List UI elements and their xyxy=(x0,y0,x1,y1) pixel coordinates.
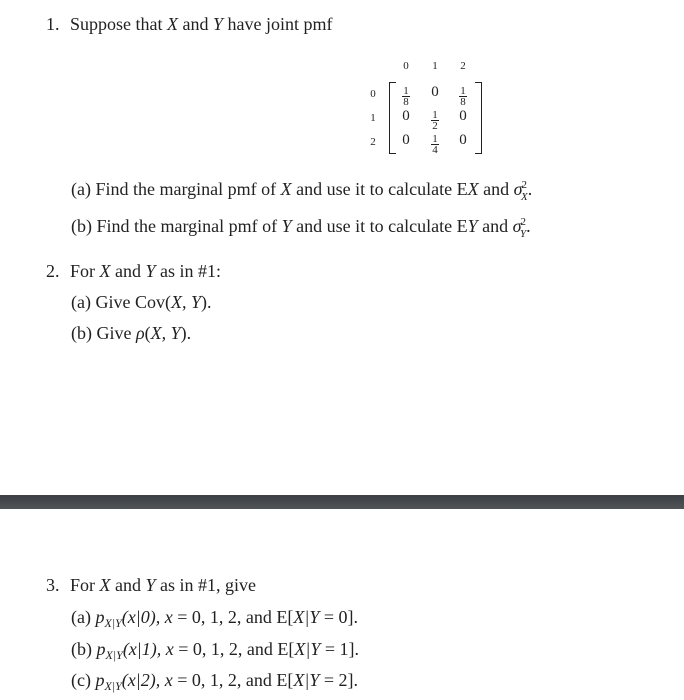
prompt-text: have joint pmf xyxy=(223,14,333,34)
part-label: (b) xyxy=(71,639,92,659)
matrix-cell-2-2: 0 xyxy=(459,132,467,148)
matrix-cell-0-1: 0 xyxy=(431,84,439,100)
right-bracket xyxy=(475,82,482,154)
var-y: Y xyxy=(213,14,224,34)
question-2-prompt: 2. For X and Y as in #1: xyxy=(46,261,222,281)
col-label: 2 xyxy=(460,60,466,72)
question-number: 3. xyxy=(46,575,60,595)
col-label: 0 xyxy=(403,60,409,72)
var-x: X xyxy=(167,14,178,34)
question-2a: (a) Give Cov(X, Y). xyxy=(71,292,212,312)
question-number: 1. xyxy=(46,14,60,34)
part-label: (a) xyxy=(71,179,91,199)
matrix-cell-0-0: $\frac{1}{8}$ xyxy=(403,85,409,108)
question-3c: (c) $p_{X|Y}(x|2)$, x = 0, 1, 2, and E[X|Y = 2]. xyxy=(71,670,358,693)
row-label: 1 xyxy=(370,112,376,124)
matrix-cell-1-2: 0 xyxy=(459,108,467,124)
question-3-prompt: 3. For X and Y as in #1, give xyxy=(46,575,257,595)
row-label: 2 xyxy=(370,136,376,148)
question-1a: (a) Find the marginal pmf of X and use it to calculate EX and $\sigma^2_X$. xyxy=(71,179,533,203)
question-number: 2. xyxy=(46,261,60,281)
part-label: (a) xyxy=(71,607,91,627)
question-1b: (b) Find the marginal pmf of Y and use it to calculate EY and $\sigma^2_Y$. xyxy=(71,216,531,240)
matrix-cell-2-0: 0 xyxy=(402,132,410,148)
page-divider xyxy=(0,495,684,509)
part-label: (a) xyxy=(71,292,91,312)
matrix-cell-1-0: 0 xyxy=(402,108,410,124)
matrix-cell-1-1: $\frac{1}{2}$ xyxy=(432,109,438,132)
question-3b: (b) $p_{X|Y}(x|1)$, x = 0, 1, 2, and E[X|Y = 1]. xyxy=(71,639,360,662)
prompt-text: and xyxy=(178,14,213,34)
question-2b: (b) Give ρ(X, Y). xyxy=(71,323,192,343)
joint-pmf-matrix xyxy=(362,60,492,160)
part-label: (c) xyxy=(71,670,91,690)
question-1-prompt xyxy=(46,14,333,35)
prompt-text: Suppose that xyxy=(70,14,167,34)
row-label: 0 xyxy=(370,88,376,100)
matrix-cell-2-1: $\frac{1}{4}$ xyxy=(432,133,438,156)
col-label: 1 xyxy=(432,60,438,72)
question-3a: (a) $p_{X|Y}(x|0)$, x = 0, 1, 2, and E[X|Y = 0]. xyxy=(71,607,358,630)
left-bracket xyxy=(389,82,396,154)
part-label: (b) xyxy=(71,323,92,343)
matrix-cell-0-2: $\frac{1}{8}$ xyxy=(460,85,466,108)
part-label: (b) xyxy=(71,216,92,236)
